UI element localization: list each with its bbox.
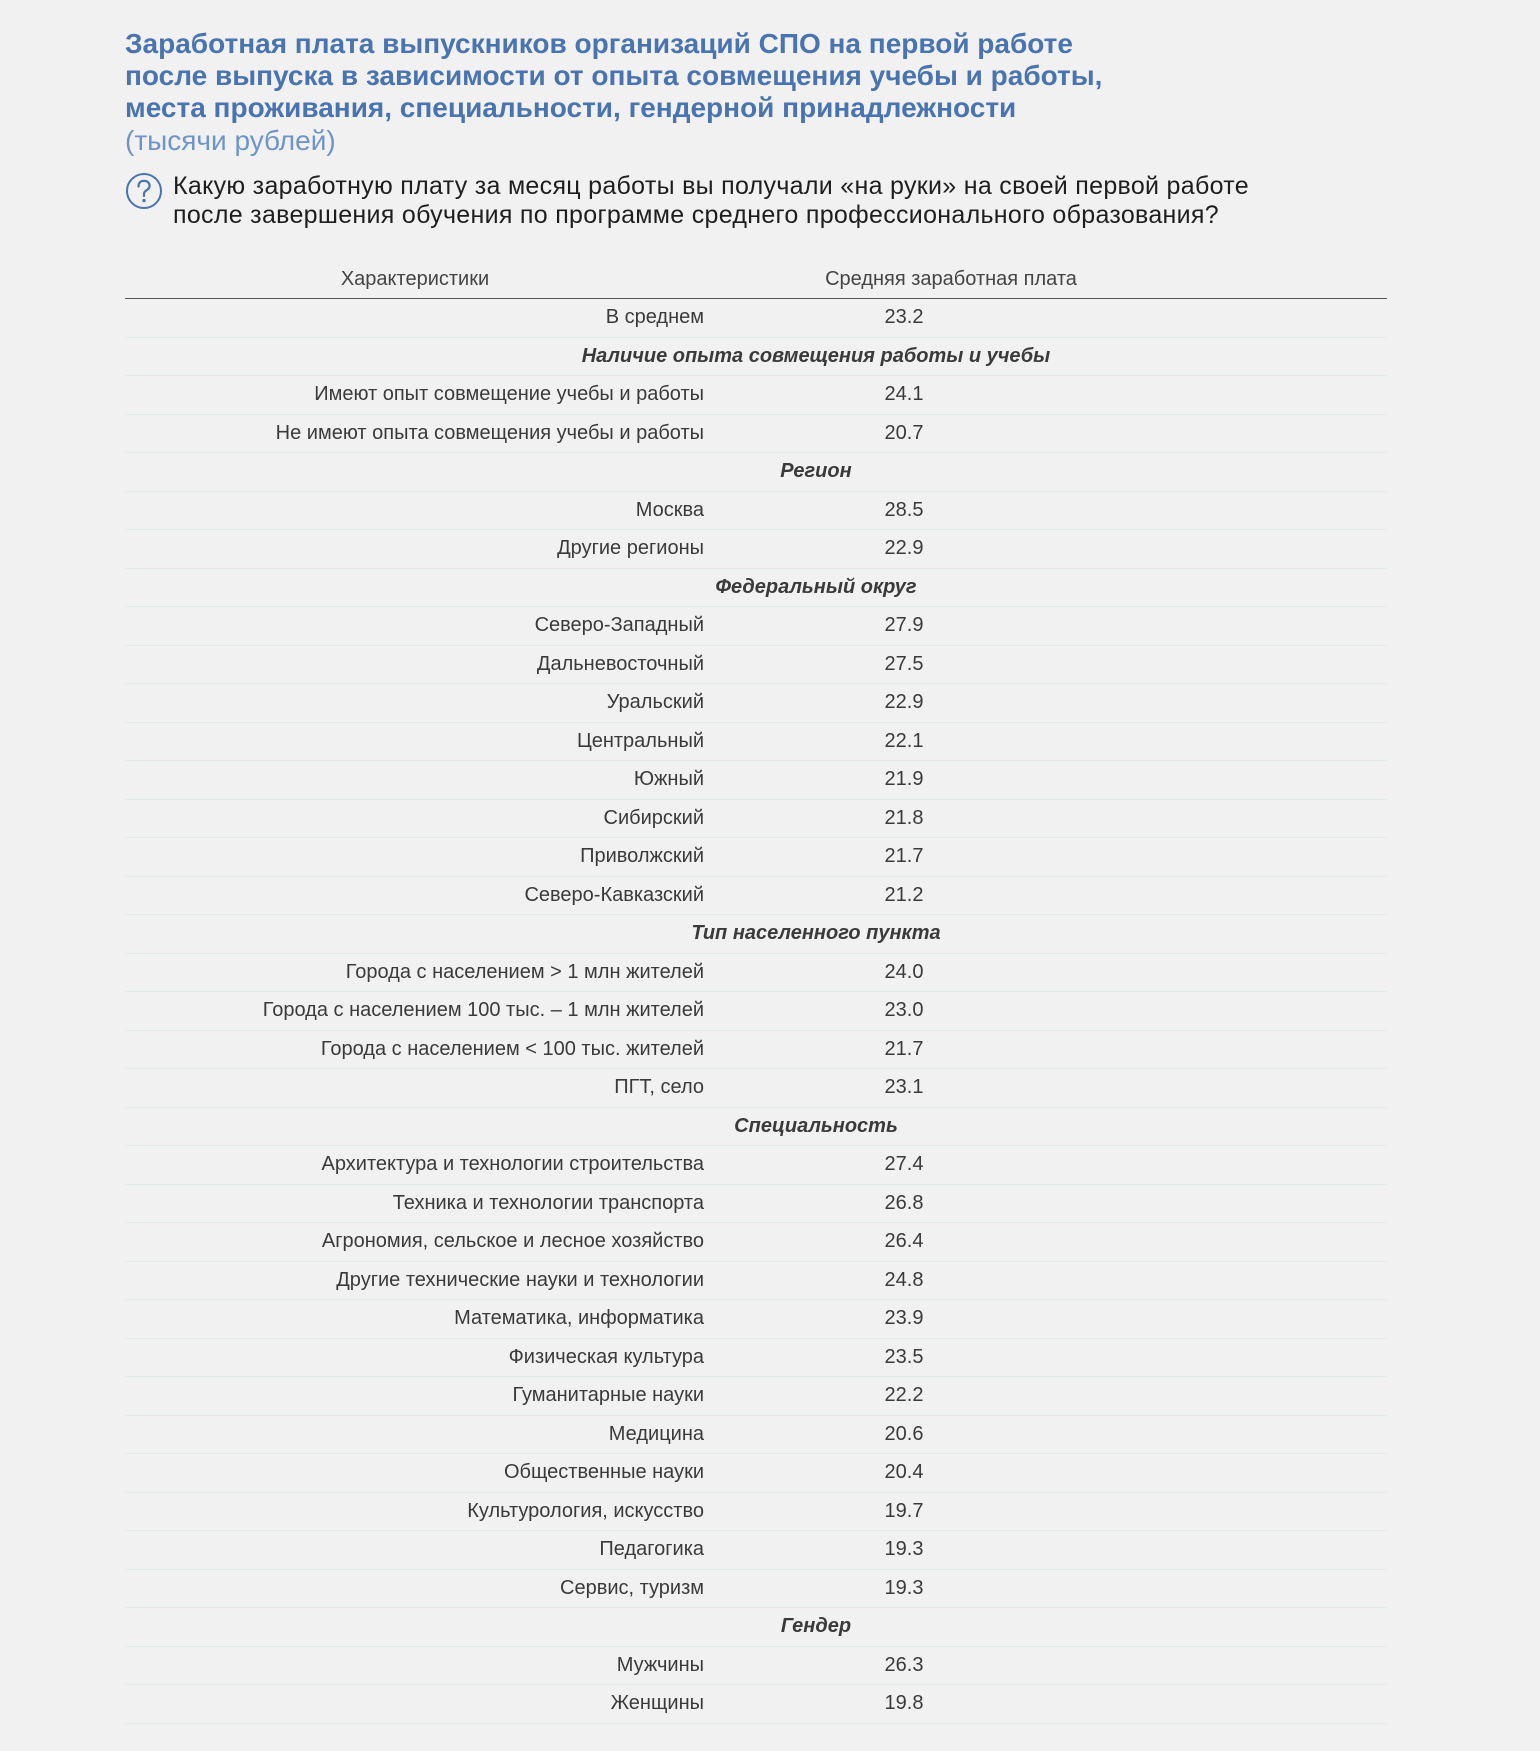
row-value: 19.8 — [884, 1692, 924, 1715]
table-row — [125, 1262, 1387, 1301]
table-row — [125, 877, 1387, 916]
row-label: Техника и технологии транспорта — [392, 1191, 704, 1214]
section-label: Наличие опыта совмещения работы и учебы — [581, 344, 1051, 367]
question-line: после завершения обучения по программе среднего профессионального образования? — [173, 201, 1219, 229]
table-row — [125, 1647, 1387, 1686]
table-row — [125, 530, 1387, 569]
title-line: после выпуска в зависимости от опыта совмещения учебы и работы, — [125, 60, 1103, 91]
row-value: 27.4 — [884, 1153, 924, 1176]
row-value: 27.5 — [884, 652, 924, 675]
table-row — [125, 1416, 1387, 1455]
table-section-row — [125, 915, 1387, 954]
section-label: Регион — [780, 460, 852, 483]
row-label: Города с населением > 1 млн жителей — [345, 960, 704, 983]
table-row — [125, 607, 1387, 646]
row-label: Не имеют опыта совмещения учебы и работы — [275, 421, 704, 444]
table-row — [125, 1339, 1387, 1378]
row-label: Медицина — [608, 1422, 704, 1445]
row-value: 23.1 — [884, 1076, 924, 1099]
row-value: 21.7 — [884, 845, 924, 868]
row-value: 19.7 — [884, 1499, 924, 1522]
table-row — [125, 1570, 1387, 1609]
table-row — [125, 761, 1387, 800]
question-text — [173, 172, 1249, 230]
survey-question — [125, 172, 1387, 230]
table-section-row — [125, 569, 1387, 608]
column-header-salary: Средняя заработная плата — [825, 267, 1077, 290]
document — [125, 28, 1387, 1724]
row-value: 26.8 — [884, 1191, 924, 1214]
table-row — [125, 1031, 1387, 1070]
table-row — [125, 1300, 1387, 1339]
table-section-row — [125, 1108, 1387, 1147]
row-label: ПГТ, село — [614, 1076, 704, 1099]
table-row — [125, 492, 1387, 531]
table-row — [125, 954, 1387, 993]
row-value: 28.5 — [884, 498, 924, 521]
row-label: Педагогика — [599, 1538, 704, 1561]
row-value: 19.3 — [884, 1538, 924, 1561]
table-row — [125, 992, 1387, 1031]
table-section-row — [125, 1608, 1387, 1647]
row-label: Другие регионы — [557, 537, 704, 560]
table-row — [125, 376, 1387, 415]
table-row — [125, 415, 1387, 454]
row-value: 21.8 — [884, 806, 924, 829]
table-row — [125, 299, 1387, 338]
row-label: Агрономия, сельское и лесное хозяйство — [321, 1230, 704, 1253]
table-row — [125, 723, 1387, 762]
table-row — [125, 1185, 1387, 1224]
row-label: Мужчины — [616, 1653, 704, 1676]
table-row — [125, 1454, 1387, 1493]
row-value: 23.5 — [884, 1345, 924, 1368]
title-line: Заработная плата выпускников организаций СПО на первой работе — [125, 28, 1073, 59]
table-header — [125, 260, 1387, 299]
row-label: Северо-Западный — [534, 614, 704, 637]
row-label: Дальневосточный — [536, 652, 704, 675]
table-row — [125, 1377, 1387, 1416]
title-line: места проживания, специальности, гендерной принадлежности — [125, 92, 1017, 123]
row-label: Сервис, туризм — [560, 1576, 704, 1599]
table-body — [125, 299, 1387, 1724]
row-value: 23.2 — [884, 306, 924, 329]
row-value: 20.4 — [884, 1461, 924, 1484]
row-label: Имеют опыт совмещение учебы и работы — [314, 383, 704, 406]
row-value: 23.0 — [884, 999, 924, 1022]
table-section-row — [125, 453, 1387, 492]
row-value: 19.3 — [884, 1576, 924, 1599]
row-label: В среднем — [605, 306, 704, 329]
row-value: 24.1 — [884, 383, 924, 406]
row-label: Центральный — [576, 729, 704, 752]
table-row — [125, 838, 1387, 877]
row-value: 26.3 — [884, 1653, 924, 1676]
table-row — [125, 1685, 1387, 1724]
row-label: Москва — [635, 498, 704, 521]
row-label: Южный — [633, 768, 704, 791]
row-value: 21.2 — [884, 883, 924, 906]
row-label: Математика, информатика — [454, 1307, 704, 1330]
row-label: Женщины — [610, 1692, 704, 1715]
section-label: Федеральный округ — [715, 575, 917, 598]
row-label: Города с населением 100 тыс. – 1 млн жителей — [262, 999, 704, 1022]
section-label: Гендер — [780, 1615, 852, 1638]
row-label: Приволжский — [580, 845, 704, 868]
question-circle-icon — [125, 172, 163, 210]
row-value: 26.4 — [884, 1230, 924, 1253]
row-label: Северо-Кавказский — [524, 883, 704, 906]
row-value: 22.2 — [884, 1384, 924, 1407]
table-row — [125, 1146, 1387, 1185]
row-label: Гуманитарные науки — [512, 1384, 704, 1407]
row-label: Другие технические науки и технологии — [336, 1268, 704, 1291]
row-value: 22.9 — [884, 537, 924, 560]
table-row — [125, 646, 1387, 685]
row-value: 22.9 — [884, 691, 924, 714]
row-label: Общественные науки — [503, 1461, 704, 1484]
row-value: 21.9 — [884, 768, 924, 791]
row-value: 24.8 — [884, 1268, 924, 1291]
column-header-characteristics: Характеристики — [340, 267, 490, 290]
row-value: 20.6 — [884, 1422, 924, 1445]
row-label: Города с населением < 100 тыс. жителей — [320, 1037, 704, 1060]
salary-table — [125, 260, 1387, 1724]
question-line: Какую заработную плату за месяц работы вы получали «на руки» на своей первой работе — [173, 172, 1249, 200]
page-title — [125, 28, 1387, 124]
row-value: 22.1 — [884, 729, 924, 752]
section-label: Тип населенного пункта — [691, 922, 941, 945]
row-label: Уральский — [606, 691, 704, 714]
table-row — [125, 684, 1387, 723]
table-row — [125, 800, 1387, 839]
table-row — [125, 1223, 1387, 1262]
row-value: 20.7 — [884, 421, 924, 444]
row-value: 21.7 — [884, 1037, 924, 1060]
section-label: Специальность — [734, 1114, 898, 1137]
row-label: Архитектура и технологии строительства — [321, 1153, 704, 1176]
row-value: 23.9 — [884, 1307, 924, 1330]
table-row — [125, 1531, 1387, 1570]
table-row — [125, 1069, 1387, 1108]
row-label: Физическая культура — [508, 1345, 704, 1368]
table-row — [125, 1493, 1387, 1532]
table-section-row — [125, 338, 1387, 377]
row-value: 24.0 — [884, 960, 924, 983]
row-value: 27.9 — [884, 614, 924, 637]
row-label: Культурология, искусство — [467, 1499, 704, 1522]
units-label: (тысячи рублей) — [125, 125, 336, 156]
row-label: Сибирский — [603, 806, 704, 829]
